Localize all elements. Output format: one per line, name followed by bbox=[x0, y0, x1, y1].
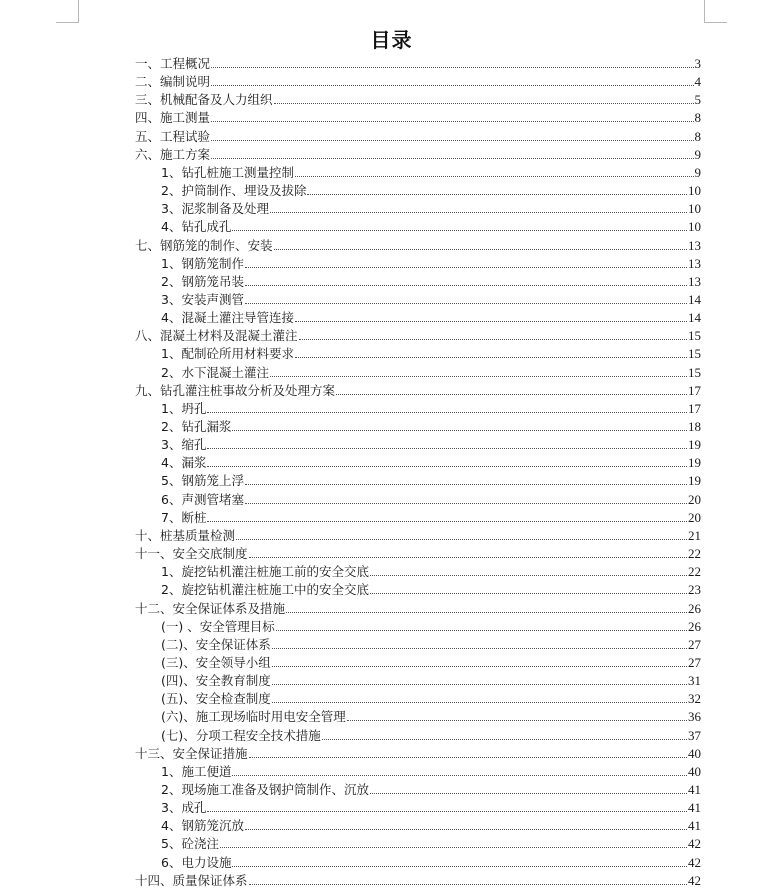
toc-dot-leader bbox=[211, 158, 693, 159]
toc-entry-label: 2、护筒制作、埋设及拔除 bbox=[161, 183, 307, 199]
toc-page-number: 17 bbox=[688, 382, 701, 398]
toc-entry[interactable] bbox=[161, 271, 701, 289]
toc-entry[interactable] bbox=[161, 362, 701, 380]
toc-entry[interactable] bbox=[161, 670, 701, 688]
toc-dot-leader bbox=[245, 267, 687, 268]
toc-entry[interactable] bbox=[135, 53, 701, 71]
toc-entry[interactable] bbox=[161, 652, 701, 670]
toc-dot-leader bbox=[347, 720, 687, 721]
toc-page-number: 9 bbox=[694, 164, 701, 180]
toc-entry-label: 四、施工测量 bbox=[135, 110, 211, 126]
toc-entry[interactable] bbox=[161, 797, 701, 815]
toc-page-number: 41 bbox=[688, 782, 701, 797]
toc-dot-leader bbox=[370, 575, 687, 576]
toc-entry-label: 九、钻孔灌注桩事故分析及处理方案 bbox=[135, 382, 336, 398]
margin-corner-mark-left bbox=[56, 0, 79, 23]
toc-page-number: 22 bbox=[688, 546, 701, 562]
toc-title: 目录 bbox=[370, 28, 413, 52]
toc-entry-label: 5、钢筋笼上浮 bbox=[161, 473, 244, 489]
toc-dot-leader bbox=[274, 103, 694, 104]
toc-entry[interactable] bbox=[161, 688, 701, 706]
toc-entry-label: 3、安装声测管 bbox=[161, 291, 244, 307]
toc-entry-label: 六、施工方案 bbox=[135, 146, 211, 162]
toc-entry-label: 4、混凝土灌注导管连接 bbox=[161, 310, 294, 326]
toc-page-number: 13 bbox=[688, 273, 701, 289]
toc-entry[interactable] bbox=[135, 870, 701, 888]
toc-page-number: 42 bbox=[688, 854, 701, 870]
toc-page-number: 23 bbox=[688, 582, 701, 598]
toc-page-number: 4 bbox=[694, 74, 701, 90]
toc-page-number: 14 bbox=[688, 310, 701, 326]
toc-dot-leader bbox=[249, 757, 687, 758]
toc-dot-leader bbox=[274, 249, 687, 250]
toc-entry[interactable] bbox=[135, 89, 701, 107]
toc-page-number: 15 bbox=[688, 364, 701, 380]
toc-entry-label: 7、断桩 bbox=[161, 509, 207, 525]
toc-entry[interactable] bbox=[135, 235, 701, 253]
toc-entry[interactable] bbox=[161, 706, 701, 724]
toc-page-number: 19 bbox=[688, 473, 701, 489]
toc-entry[interactable] bbox=[161, 833, 701, 851]
toc-dot-leader bbox=[286, 612, 687, 613]
toc-dot-leader bbox=[236, 539, 687, 540]
toc-dot-leader bbox=[295, 321, 687, 322]
toc-dot-leader bbox=[245, 484, 687, 485]
toc-page-number: 15 bbox=[688, 328, 701, 344]
toc-entry[interactable] bbox=[161, 815, 701, 833]
toc-page-number: 18 bbox=[688, 419, 701, 434]
toc-entry[interactable] bbox=[135, 743, 701, 761]
toc-dot-leader bbox=[207, 412, 687, 413]
toc-dot-leader bbox=[295, 176, 694, 177]
toc-dot-leader bbox=[232, 866, 687, 867]
toc-page-number: 42 bbox=[688, 836, 701, 852]
toc-page-number: 10 bbox=[688, 201, 701, 217]
toc-dot-leader bbox=[211, 67, 693, 68]
toc-entry-label: 七、钢筋笼的制作、安装 bbox=[135, 237, 273, 253]
toc-entry-label: 1、施工便道 bbox=[161, 763, 232, 779]
toc-dot-leader bbox=[207, 811, 687, 812]
toc-entry-label: 2、水下混凝土灌注 bbox=[161, 364, 269, 380]
toc-dot-leader bbox=[245, 303, 687, 304]
toc-dot-leader bbox=[307, 194, 687, 195]
toc-dot-leader bbox=[336, 394, 687, 395]
toc-entry[interactable] bbox=[161, 180, 701, 198]
toc-page-number: 40 bbox=[688, 745, 701, 761]
toc-entry[interactable] bbox=[161, 561, 701, 579]
toc-page-number: 40 bbox=[688, 763, 701, 779]
toc-dot-leader bbox=[245, 285, 687, 286]
toc-dot-leader bbox=[245, 503, 687, 504]
toc-dot-leader bbox=[272, 648, 687, 649]
toc-entry-label: (四)、安全教育制度 bbox=[161, 673, 271, 689]
toc-entry-label: 十四、质量保证体系 bbox=[135, 872, 248, 888]
toc-page-number: 14 bbox=[688, 291, 701, 307]
toc-entry-label: (六)、施工现场临时用电安全管理 bbox=[161, 709, 346, 725]
toc-dot-leader bbox=[299, 339, 687, 340]
toc-entry[interactable] bbox=[161, 507, 701, 525]
toc-page-number: 3 bbox=[694, 56, 701, 71]
toc-dot-leader bbox=[220, 847, 687, 848]
toc-entry-label: 4、钢筋笼沉放 bbox=[161, 818, 244, 834]
toc-dot-leader bbox=[232, 775, 687, 776]
toc-page-number: 8 bbox=[694, 128, 701, 144]
toc-entry[interactable] bbox=[161, 470, 701, 488]
toc-dot-leader bbox=[211, 121, 693, 122]
toc-dot-leader bbox=[232, 430, 687, 431]
toc-entry-label: 1、钻孔桩施工测量控制 bbox=[161, 164, 294, 180]
toc-page-number: 9 bbox=[694, 146, 701, 162]
toc-entry[interactable] bbox=[135, 126, 701, 144]
toc-entry-label: 十一、安全交底制度 bbox=[135, 546, 248, 562]
toc-page-number: 20 bbox=[688, 491, 701, 507]
toc-entry-label: 1、钢筋笼制作 bbox=[161, 255, 244, 271]
toc-dot-leader bbox=[245, 829, 687, 830]
toc-page-number: 8 bbox=[694, 110, 701, 126]
toc-entry[interactable] bbox=[135, 144, 701, 162]
toc-entry-label: 五、工程试验 bbox=[135, 128, 211, 144]
toc-entry[interactable] bbox=[161, 761, 701, 779]
toc-page-number: 21 bbox=[688, 527, 701, 543]
toc-entry[interactable] bbox=[161, 216, 701, 234]
toc-entry[interactable] bbox=[135, 380, 701, 398]
toc-entry[interactable] bbox=[135, 71, 701, 89]
toc-dot-leader bbox=[295, 357, 687, 358]
toc-page-number: 19 bbox=[688, 437, 701, 453]
toc-page-number: 41 bbox=[688, 818, 701, 834]
toc-page-number: 31 bbox=[688, 673, 701, 689]
toc-entry-label: 2、现场施工准备及钢护筒制作、沉放 bbox=[161, 782, 369, 797]
toc-entry[interactable] bbox=[161, 162, 701, 180]
toc-entry[interactable] bbox=[161, 725, 701, 743]
toc-page-number: 36 bbox=[688, 709, 701, 725]
toc-page-number: 41 bbox=[688, 800, 701, 816]
toc-page-number: 5 bbox=[694, 92, 701, 108]
toc-dot-leader bbox=[276, 630, 687, 631]
toc-entry-label: (三)、安全领导小组 bbox=[161, 654, 271, 670]
toc-entry-label: 1、旋挖钻机灌注桩施工前的安全交底 bbox=[161, 564, 369, 580]
toc-entry[interactable] bbox=[161, 634, 701, 652]
margin-corner-mark-right bbox=[704, 0, 727, 23]
toc-entry[interactable] bbox=[161, 343, 701, 361]
toc-entry[interactable] bbox=[135, 543, 701, 561]
toc-entry-label: 4、钻孔成孔 bbox=[161, 219, 232, 235]
toc-entry[interactable] bbox=[161, 198, 701, 216]
toc-dot-leader bbox=[249, 884, 687, 885]
toc-page-number: 26 bbox=[688, 600, 701, 616]
toc-entry[interactable] bbox=[161, 253, 701, 271]
toc-entry[interactable] bbox=[161, 398, 701, 416]
toc-entry-label: 十二、安全保证体系及措施 bbox=[135, 600, 286, 616]
toc-dot-leader bbox=[370, 593, 687, 594]
toc-entry-label: 3、成孔 bbox=[161, 800, 207, 816]
toc-dot-leader bbox=[207, 466, 687, 467]
toc-dot-leader bbox=[207, 521, 687, 522]
toc-page-number: 42 bbox=[688, 872, 701, 888]
toc-entry-label: 5、砼浇注 bbox=[161, 836, 219, 852]
toc-page-number: 20 bbox=[688, 509, 701, 525]
toc-page-number: 13 bbox=[688, 237, 701, 253]
toc-page-number: 17 bbox=[688, 400, 701, 416]
toc-page-number: 27 bbox=[688, 636, 701, 652]
toc-entry-label: 6、电力设施 bbox=[161, 854, 232, 870]
toc-entry[interactable] bbox=[161, 616, 701, 634]
toc-entry-label: 4、漏浆 bbox=[161, 455, 207, 471]
toc-dot-leader bbox=[272, 702, 687, 703]
toc-entry-label: 一、工程概况 bbox=[135, 56, 211, 71]
toc-page-number: 10 bbox=[688, 219, 701, 235]
toc-page-number: 15 bbox=[688, 346, 701, 362]
toc-entry[interactable] bbox=[161, 434, 701, 452]
toc-entry-label: (二)、安全保证体系 bbox=[161, 636, 271, 652]
toc-page-number: 22 bbox=[688, 564, 701, 580]
toc-entry-label: (五)、安全检查制度 bbox=[161, 691, 271, 707]
toc-entry[interactable] bbox=[161, 489, 701, 507]
toc-entry-label: 2、钢筋笼吊装 bbox=[161, 273, 244, 289]
toc-dot-leader bbox=[207, 448, 687, 449]
toc-entry-label: (一) 、安全管理目标 bbox=[161, 618, 275, 634]
toc-entry[interactable] bbox=[161, 852, 701, 870]
toc-entry[interactable] bbox=[161, 779, 701, 797]
toc-entry-label: 十三、安全保证措施 bbox=[135, 745, 248, 761]
toc-entry-label: 三、机械配备及人力组织 bbox=[135, 92, 273, 108]
toc-entry-label: 3、泥浆制备及处理 bbox=[161, 201, 269, 217]
toc-entry-label: 十、桩基质量检测 bbox=[135, 527, 236, 543]
toc-dot-leader bbox=[370, 793, 687, 794]
toc-dot-leader bbox=[211, 140, 693, 141]
toc-entry-label: 2、钻孔漏浆 bbox=[161, 419, 232, 434]
toc-entry[interactable] bbox=[135, 325, 701, 343]
toc-dot-leader bbox=[211, 85, 693, 86]
toc-entry-label: 八、混凝土材料及混凝土灌注 bbox=[135, 328, 298, 344]
toc-dot-leader bbox=[322, 739, 687, 740]
toc-page-number: 26 bbox=[688, 618, 701, 634]
toc-dot-leader bbox=[249, 557, 687, 558]
toc-entry[interactable] bbox=[135, 598, 701, 616]
toc-entry-label: 2、旋挖钻机灌注桩施工中的安全交底 bbox=[161, 582, 369, 598]
toc-entry-label: 二、编制说明 bbox=[135, 74, 211, 90]
toc-page-number: 13 bbox=[688, 255, 701, 271]
toc-entry-label: 1、坍孔 bbox=[161, 400, 207, 416]
toc-dot-leader bbox=[270, 212, 687, 213]
toc-page-number: 19 bbox=[688, 455, 701, 471]
toc-entry[interactable] bbox=[135, 525, 701, 543]
toc-entry-label: (七)、分项工程安全技术措施 bbox=[161, 727, 321, 743]
toc-page-number: 27 bbox=[688, 654, 701, 670]
toc-entry-label: 3、缩孔 bbox=[161, 437, 207, 453]
toc-dot-leader bbox=[270, 376, 687, 377]
toc-entry-label: 1、配制砼所用材料要求 bbox=[161, 346, 294, 362]
toc-page-number: 32 bbox=[688, 691, 701, 707]
toc-entry[interactable] bbox=[161, 579, 701, 597]
toc-entry-label: 6、声测管堵塞 bbox=[161, 491, 244, 507]
toc-entry[interactable] bbox=[161, 452, 701, 470]
toc-entry[interactable] bbox=[161, 289, 701, 307]
toc-dot-leader bbox=[272, 666, 687, 667]
toc-entry[interactable] bbox=[135, 107, 701, 125]
toc-dot-leader bbox=[272, 684, 687, 685]
toc-entry[interactable] bbox=[161, 307, 701, 325]
toc-page-number: 10 bbox=[688, 183, 701, 199]
toc-entry[interactable] bbox=[161, 416, 701, 434]
toc-dot-leader bbox=[232, 230, 687, 231]
toc-page-number: 37 bbox=[688, 727, 701, 743]
